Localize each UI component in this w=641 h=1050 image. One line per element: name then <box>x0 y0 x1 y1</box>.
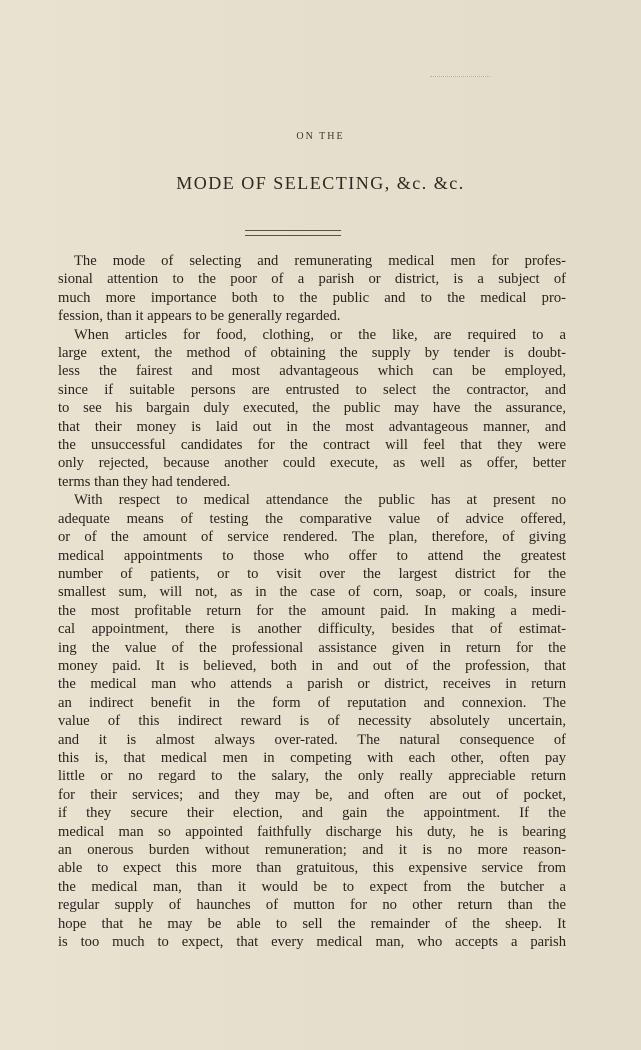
text-line: that their money is laid out in the most advantageous manner, and <box>58 418 566 435</box>
text-line: able to expect this more than gratuitous, this expensive service from <box>58 860 566 877</box>
text-line: less the fairest and most advantageous which can be employed, <box>58 363 566 380</box>
text-line: money paid. It is believed, both in and out of the profession, that <box>58 657 566 674</box>
text-line: an onerous burden without remuneration; and it is no more reason- <box>58 842 566 858</box>
text-line: to see his bargain duly executed, the public may have the assurance, <box>58 400 566 417</box>
text-line: large extent, the method of obtaining the supply by tender is doubt- <box>58 345 566 362</box>
text-line: the medical man, than it would be to expect from the butcher a <box>58 878 566 895</box>
text-line: terms than they had tendered. <box>58 473 231 490</box>
text-line: fession, than it appears to be generally regarded. <box>58 308 341 325</box>
text-line: the most profitable return for the amount paid. In making a medi- <box>58 602 566 619</box>
text-line: value of this indirect reward is of necessity absolutely uncertain, <box>58 713 566 730</box>
text-line: an indirect benefit in the form of reputation and connexion. The <box>58 694 566 711</box>
text-line: medical appointments to those who offer to attend the greatest <box>58 547 566 564</box>
text-line: sional attention to the poor of a parish or district, is a subject of <box>58 271 566 288</box>
text-line: if they secure their election, and gain the appointment. If the <box>58 805 566 822</box>
text-line: With respect to medical attendance the public has at present no <box>74 492 566 509</box>
text-line: much more importance both to the public and to the medical pro- <box>58 289 566 306</box>
chapter-title: MODE OF SELECTING, &c. &c. <box>176 173 465 193</box>
text-line: adequate means of testing the comparative value of advice offered, <box>58 510 566 527</box>
text-line: the medical man who attends a parish or district, receives in return <box>58 676 566 693</box>
text-line: little or no regard to the salary, the only really appreciable return <box>58 768 566 785</box>
page-mark <box>430 76 490 77</box>
chapter-kicker: ON THE <box>296 131 345 142</box>
text-line: this is, that medical men in competing with each other, often pay <box>58 749 566 766</box>
text-line: number of patients, or to visit over the largest district for the <box>58 565 566 582</box>
text-line: ing the value of the professional assistance given in return for the <box>58 639 566 656</box>
text-line: regular supply of haunches of mutton for no other return than the <box>58 897 566 914</box>
text-line: cal appointment, there is another difficulty, besides that of estimat- <box>58 621 566 638</box>
text-line: smallest sum, will not, as in the case of corn, soap, or coals, insure <box>58 584 566 601</box>
text-line: or of the amount of service rendered. The plan, therefore, of giving <box>58 529 566 546</box>
text-line: hope that he may be able to sell the remainder of the sheep. It <box>58 915 566 932</box>
text-line: and it is almost always over-rated. The natural consequence of <box>58 731 566 748</box>
text-line: since if suitable persons are entrusted to select the contractor, and <box>58 381 566 398</box>
text-line: medical man so appointed faithfully discharge his duty, he is bearing <box>58 823 566 840</box>
text-line: The mode of selecting and remunerating medical men for profes- <box>74 253 566 269</box>
title-rule <box>245 230 341 236</box>
text-line: is too much to expect, that every medical man, who accepts a parish <box>58 934 566 951</box>
text-line: only rejected, because another could execute, as well as offer, better <box>58 455 566 472</box>
text-line: for their services; and they may be, and often are out of pocket, <box>58 786 566 803</box>
body-text <box>58 252 566 951</box>
text-line: When articles for food, clothing, or the like, are required to a <box>74 326 566 343</box>
text-line: the unsuccessful candidates for the contract will feel that they were <box>58 437 566 454</box>
